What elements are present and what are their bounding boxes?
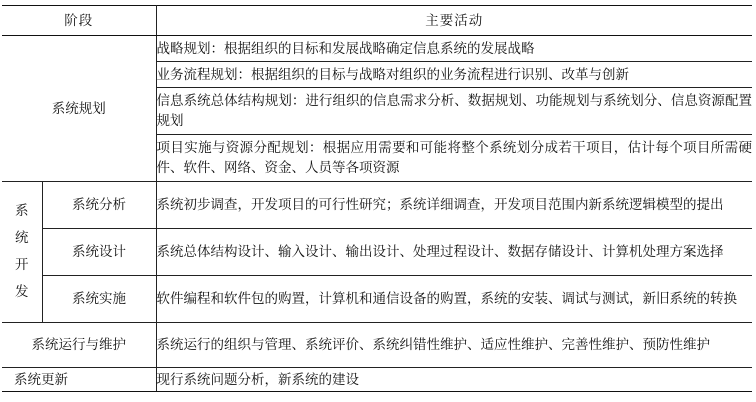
table-row <box>2 36 752 62</box>
lifecycle-table <box>2 5 752 392</box>
activity-cell <box>156 88 752 135</box>
stage-update: 系统更新 <box>2 368 156 392</box>
activity-business-process-planning: 业务流程规划：根据组织的目标与战略对组织的业务流程进行识别、改革与创新 <box>156 66 629 83</box>
table-row <box>2 323 752 368</box>
activity-strategic-planning: 战略规划：根据组织的目标和发展战略确定信息系统的发展战略 <box>156 40 535 57</box>
activity-system-update: 现行系统问题分析，新系统的建设 <box>156 371 359 388</box>
activity-cell <box>156 182 752 229</box>
activity-cell <box>156 276 752 323</box>
activity-system-implementation: 软件编程和软件包的购置，计算机和通信设备的购置，系统的安装、调试与测试，新旧系统的转换 <box>156 291 737 307</box>
stage-development-char: 统 <box>15 230 29 246</box>
stage-development-char: 系 <box>15 203 29 219</box>
activity-operation-maintenance: 系统运行的组织与管理、系统评价、系统纠错性维护、适应性维护、完善性维护、预防性维护 <box>156 337 710 353</box>
activity-cell <box>156 62 752 88</box>
substage-implementation: 系统实施 <box>42 276 156 323</box>
substage-design: 系统设计 <box>42 229 156 276</box>
table-row <box>2 229 752 276</box>
header-row <box>2 6 752 36</box>
activity-cell <box>156 368 752 392</box>
activity-architecture-planning: 信息系统总体结构规划：进行组织的信息需求分析、数据规划、功能规划与系统划分、信息资源配置规划 <box>156 93 752 129</box>
table-row <box>2 368 752 392</box>
activity-cell <box>156 229 752 276</box>
table-row <box>2 182 752 229</box>
activity-cell <box>156 135 752 182</box>
stage-development-char: 发 <box>15 284 29 300</box>
stage-operation: 系统运行与维护 <box>2 323 156 368</box>
stage-development-char: 开 <box>15 257 29 273</box>
stage-development <box>2 182 42 323</box>
activity-system-analysis: 系统初步调查，开发项目的可行性研究；系统详细调查，开发项目范围内新系统逻辑模型的提出 <box>156 197 724 213</box>
header-activity: 主要活动 <box>156 6 752 36</box>
activity-resource-planning: 项目实施与资源分配规划：根据应用需要和可能将整个系统划分成若干项目，估计每个项目所需硬件、软件、网络、资金、人员等各项资源 <box>156 140 752 176</box>
substage-analysis: 系统分析 <box>42 182 156 229</box>
activity-system-design: 系统总体结构设计、输入设计、输出设计、处理过程设计、数据存储设计、计算机处理方案选择 <box>156 244 724 260</box>
table-row <box>2 276 752 323</box>
activity-cell <box>156 323 752 368</box>
stage-planning: 系统规划 <box>2 36 156 182</box>
header-stage: 阶段 <box>2 6 156 36</box>
activity-cell <box>156 36 752 62</box>
